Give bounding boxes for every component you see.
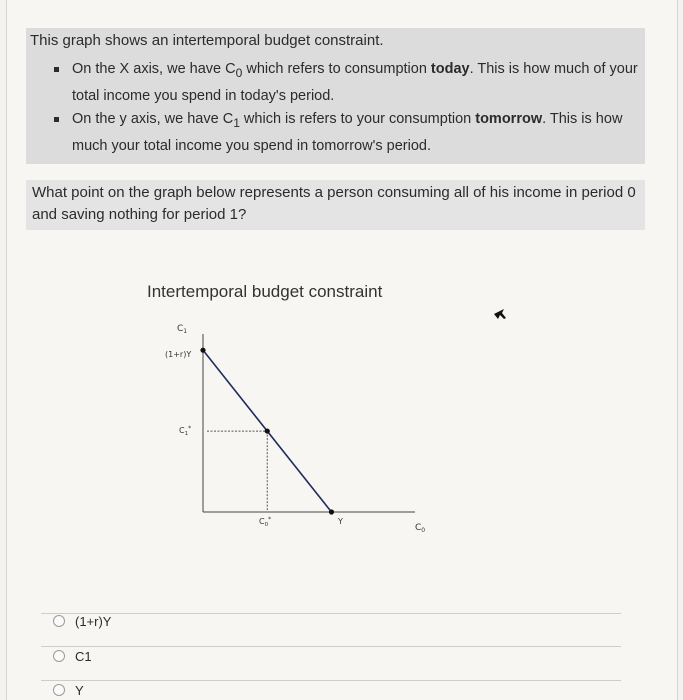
prompt-intro: This graph shows an intertemporal budget constraint.	[30, 32, 384, 49]
x-tick-label-y: Y	[338, 517, 343, 526]
budget-chart	[127, 272, 457, 542]
chart-point-0	[200, 348, 205, 353]
question-card	[6, 0, 678, 700]
prompt-box	[26, 28, 645, 164]
bullet-marker	[54, 117, 59, 122]
bullet-bold: tomorrow	[475, 110, 543, 127]
chart-point-2	[329, 509, 334, 514]
option-divider	[41, 680, 621, 681]
option-divider	[41, 646, 621, 647]
prompt-bullets	[26, 58, 645, 158]
bullet-text: On the X axis, we have C	[72, 61, 236, 77]
option-y[interactable]	[53, 681, 84, 699]
y-tick-label-c1-star: $C_1^*$	[179, 425, 192, 437]
mouse-cursor-icon	[493, 306, 507, 322]
x-tick-label-c0-star: $C_0^*$	[259, 516, 272, 528]
radio-button[interactable]	[53, 650, 65, 662]
option-c1[interactable]	[53, 647, 92, 665]
chart-point-1	[265, 428, 270, 433]
bullet-text: which is refers to your consumption	[239, 110, 476, 127]
radio-button[interactable]	[53, 684, 65, 696]
bullet-x-axis	[52, 58, 645, 108]
option-1-plus-r-y[interactable]	[53, 612, 111, 630]
option-label: Y	[75, 682, 84, 698]
chart-title: Intertemporal budget constraint	[147, 282, 383, 301]
bullet-subscript: 0	[235, 65, 243, 80]
bullet-text: which refers to consumption	[242, 61, 431, 77]
bullet-y-axis	[52, 108, 645, 158]
bullet-text: On the y axis, we have C	[72, 110, 234, 127]
radio-button[interactable]	[53, 615, 65, 627]
bullet-subscript: 1	[233, 115, 240, 130]
y-axis-label: $C_1$	[177, 324, 188, 335]
option-label: (1+r)Y	[75, 613, 112, 629]
option-label: C1	[75, 648, 92, 664]
bullet-marker	[54, 67, 59, 72]
bullet-text: . This is how much your total income you spend in tomorrow's period.	[72, 110, 623, 154]
question-text: What point on the graph below represents a person consuming all of his income in period 0 and saving nothing for period 1?	[26, 180, 645, 230]
x-axis-label: $C_0$	[415, 523, 426, 534]
y-tick-label-intercept: (1+r)Y	[165, 350, 192, 359]
bullet-text: . This is how much of your total income you spend in today's period.	[72, 61, 638, 104]
chart-svg	[127, 312, 447, 542]
option-divider	[41, 613, 621, 614]
bullet-bold: today	[430, 61, 470, 77]
